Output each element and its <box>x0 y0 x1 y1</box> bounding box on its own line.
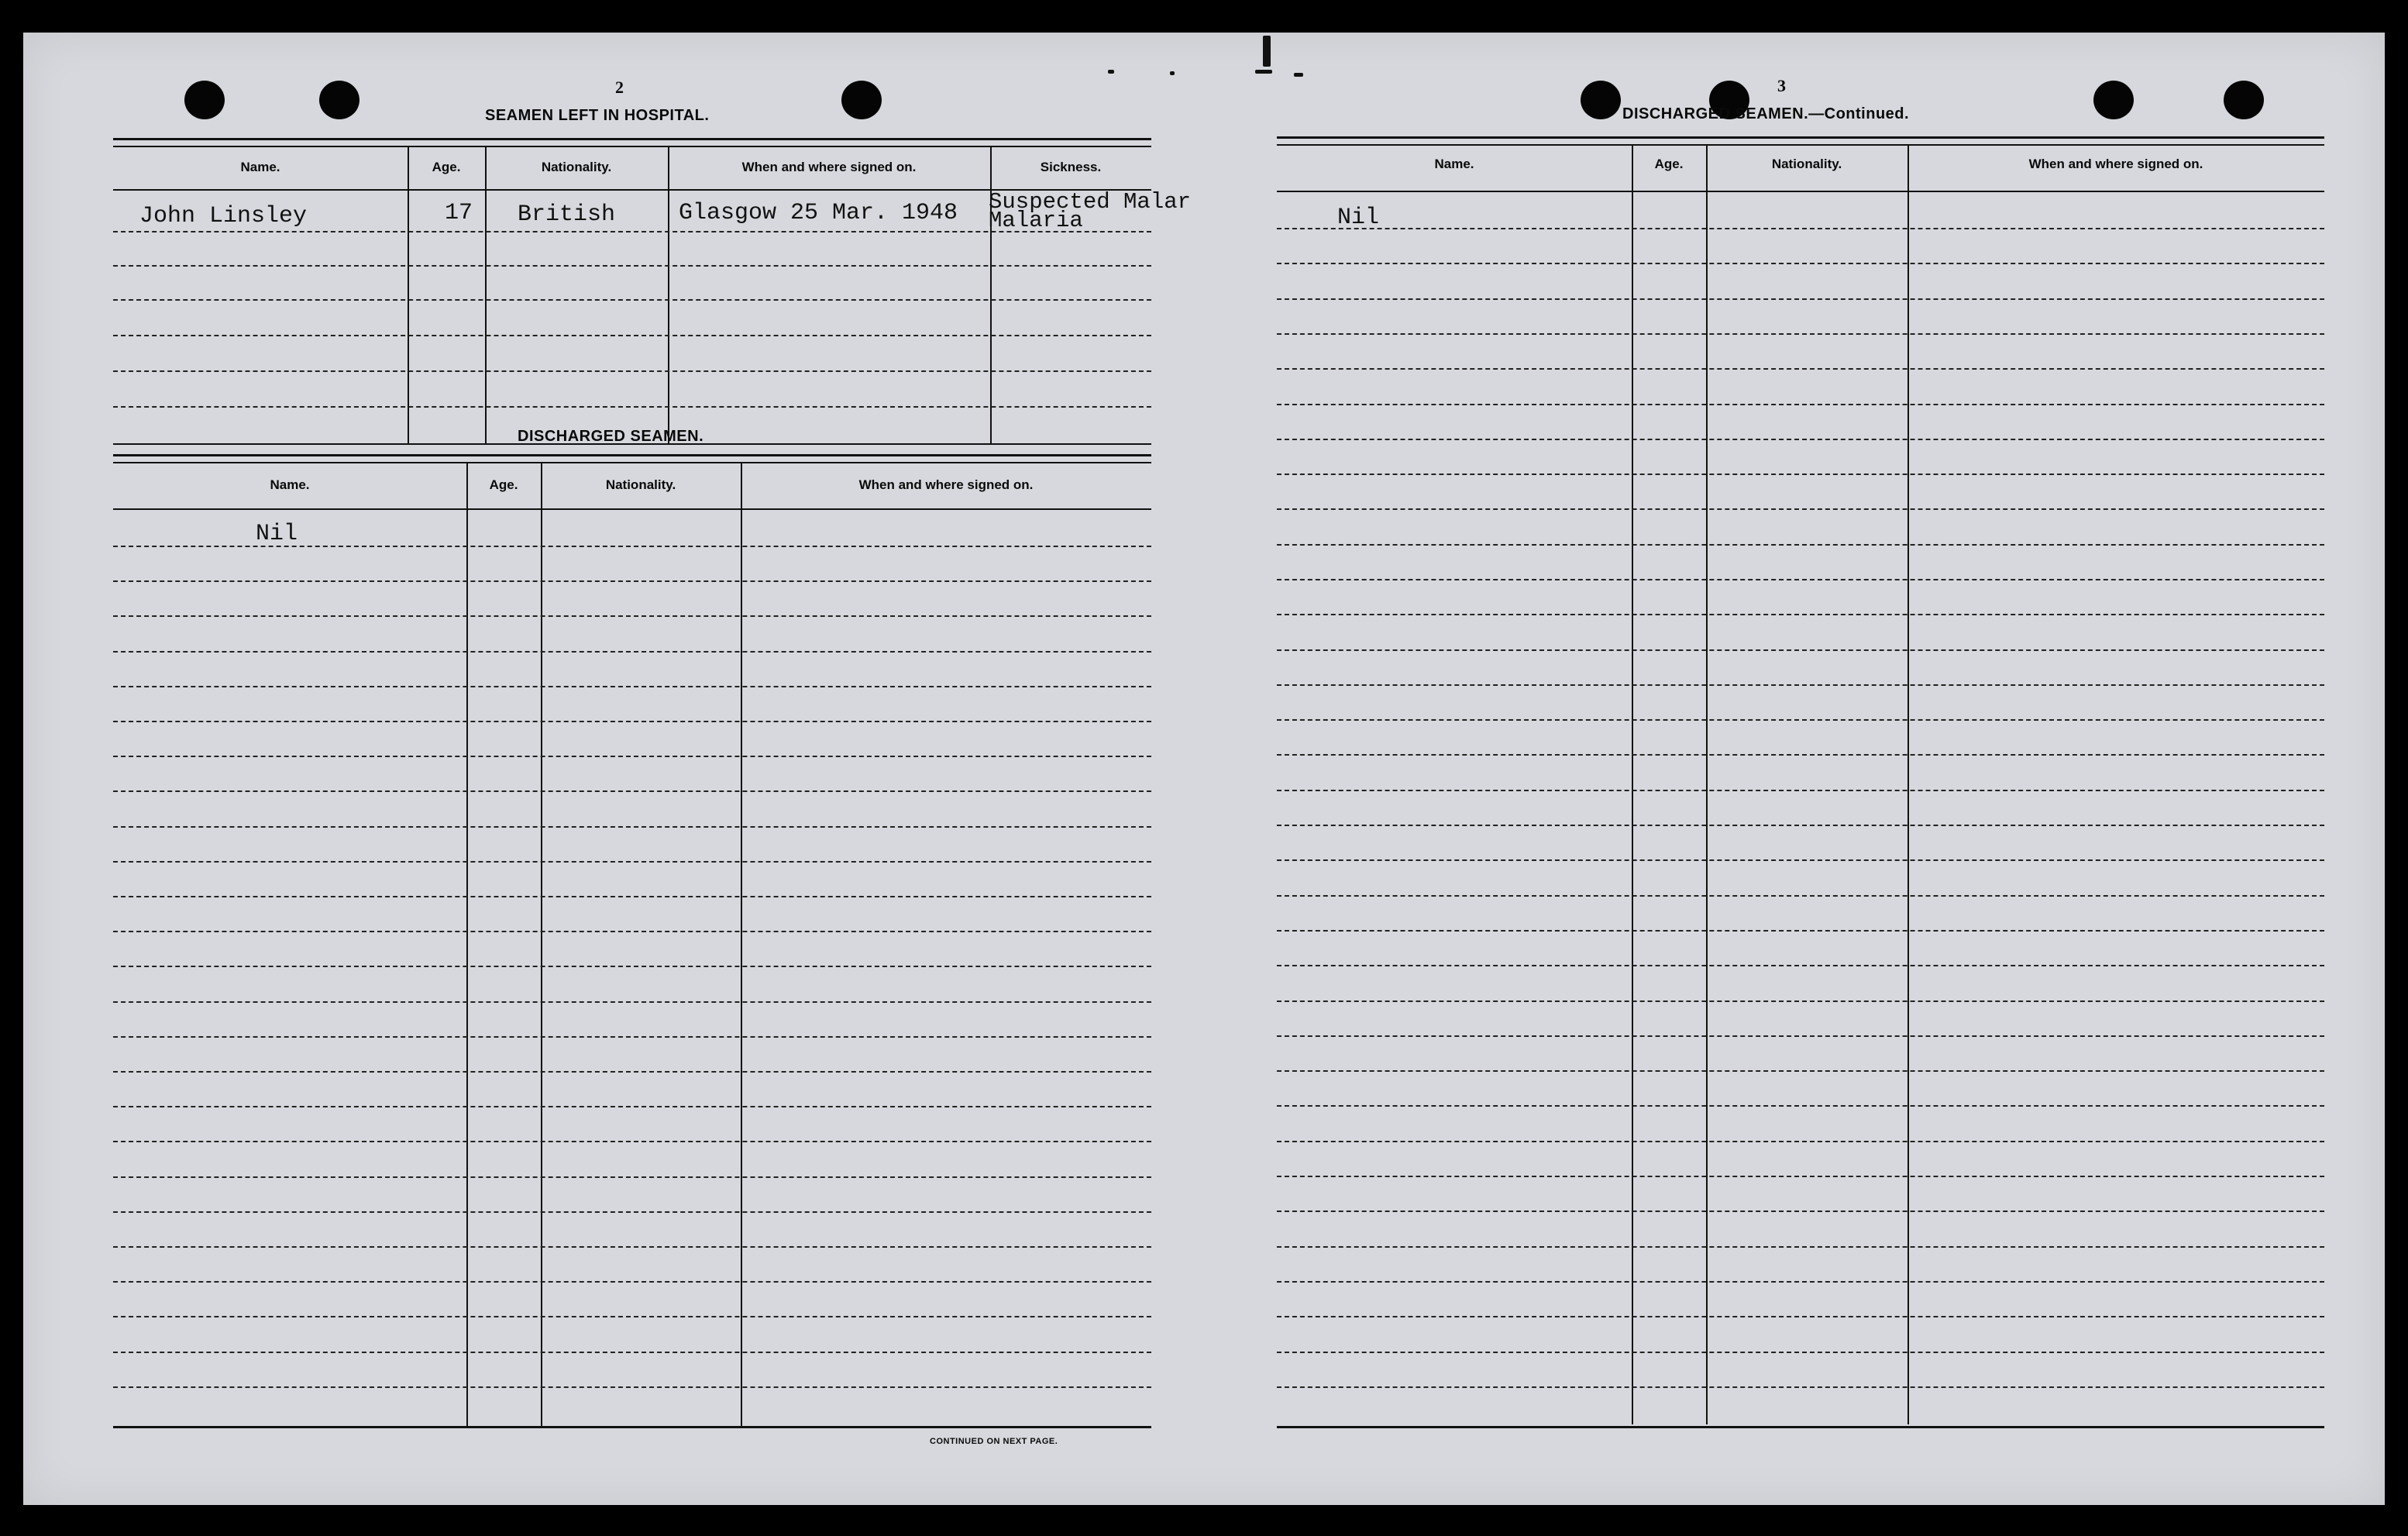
entry-row-line <box>1277 790 2324 791</box>
right-page <box>23 33 2385 1505</box>
document-paper <box>23 33 2385 1505</box>
seaman-sickness-correction: Malaria <box>989 208 1083 233</box>
col-header-signed-on: When and where signed on. <box>858 477 1034 492</box>
page-number: 2 <box>615 77 624 97</box>
discharged-nil-entry: Nil <box>1337 205 1380 231</box>
entry-row-line <box>1277 1246 2324 1248</box>
entry-row-line <box>1277 719 2324 721</box>
column-divider <box>1907 146 1909 1424</box>
seaman-signed-on: Glasgow 25 Mar. 1948 <box>679 200 958 226</box>
seaman-sickness: Suspected Malar <box>989 189 1192 215</box>
entry-row-line <box>1277 404 2324 405</box>
entry-row-line <box>1277 684 2324 686</box>
col-header-signed-on: When and where signed on. <box>2028 157 2203 171</box>
col-header-age: Age. <box>432 160 461 174</box>
entry-row-line <box>1277 263 2324 264</box>
col-header-name: Name. <box>1434 157 1474 171</box>
entry-row-line <box>1277 508 2324 510</box>
col-header-name: Name. <box>270 477 310 492</box>
column-divider <box>1632 146 1633 1424</box>
entry-row-line <box>1277 825 2324 826</box>
col-header-signed-on: When and where signed on. <box>741 160 917 174</box>
col-header-name: Name. <box>240 160 280 174</box>
entry-row-line <box>1277 859 2324 861</box>
entry-row-line <box>1277 1176 2324 1177</box>
col-header-age: Age. <box>1654 157 1684 171</box>
entry-row-line <box>1277 754 2324 756</box>
entry-row-line <box>1277 965 2324 966</box>
seaman-age: 17 <box>445 200 473 226</box>
entry-row-line <box>1277 1105 2324 1107</box>
col-header-sickness: Sickness. <box>1040 160 1102 174</box>
col-header-nationality: Nationality. <box>1771 157 1842 171</box>
entry-row-line <box>1277 1386 2324 1388</box>
entry-row-line <box>1277 544 2324 546</box>
entry-row-line <box>1277 930 2324 932</box>
entry-row-line <box>1277 228 2324 229</box>
entry-row-line <box>1277 1316 2324 1317</box>
header-bottom-rule <box>1277 191 2324 192</box>
discharged-section-title: DISCHARGED SEAMEN. <box>518 428 704 445</box>
entry-row-line <box>1277 1352 2324 1353</box>
table-top-rule <box>1277 136 2324 139</box>
discharged-nil-entry: Nil <box>256 521 298 547</box>
discharged-continued-title: DISCHARGED SEAMEN.—Continued. <box>1622 105 1910 122</box>
entry-row-line <box>1277 1000 2324 1002</box>
entry-row-line <box>1277 1070 2324 1072</box>
entry-row-line <box>1277 579 2324 580</box>
entry-row-line <box>1277 649 2324 651</box>
hospital-section-title: SEAMEN LEFT IN HOSPITAL. <box>485 107 710 124</box>
seaman-name: John Linsley <box>139 203 308 229</box>
col-header-nationality: Nationality. <box>605 477 676 492</box>
entry-row-line <box>1277 333 2324 335</box>
column-divider <box>1706 146 1708 1424</box>
page-number: 3 <box>1777 76 1786 95</box>
entry-row-line <box>1277 298 2324 300</box>
entry-row-line <box>1277 614 2324 615</box>
entry-row-line <box>1277 1211 2324 1212</box>
entry-row-line <box>1277 1141 2324 1142</box>
seaman-nationality: British <box>518 201 616 228</box>
entry-row-line <box>1277 1281 2324 1283</box>
entry-row-line <box>1277 895 2324 897</box>
continued-note: CONTINUED ON NEXT PAGE. <box>930 1437 1058 1446</box>
table-top-rule <box>1277 144 2324 146</box>
col-header-nationality: Nationality. <box>541 160 612 174</box>
entry-row-line <box>1277 368 2324 370</box>
entry-row-line <box>1277 439 2324 440</box>
entry-row-line <box>1277 474 2324 475</box>
col-header-age: Age. <box>489 477 518 492</box>
entry-row-line <box>1277 1035 2324 1037</box>
table-bottom-rule <box>1277 1426 2324 1428</box>
